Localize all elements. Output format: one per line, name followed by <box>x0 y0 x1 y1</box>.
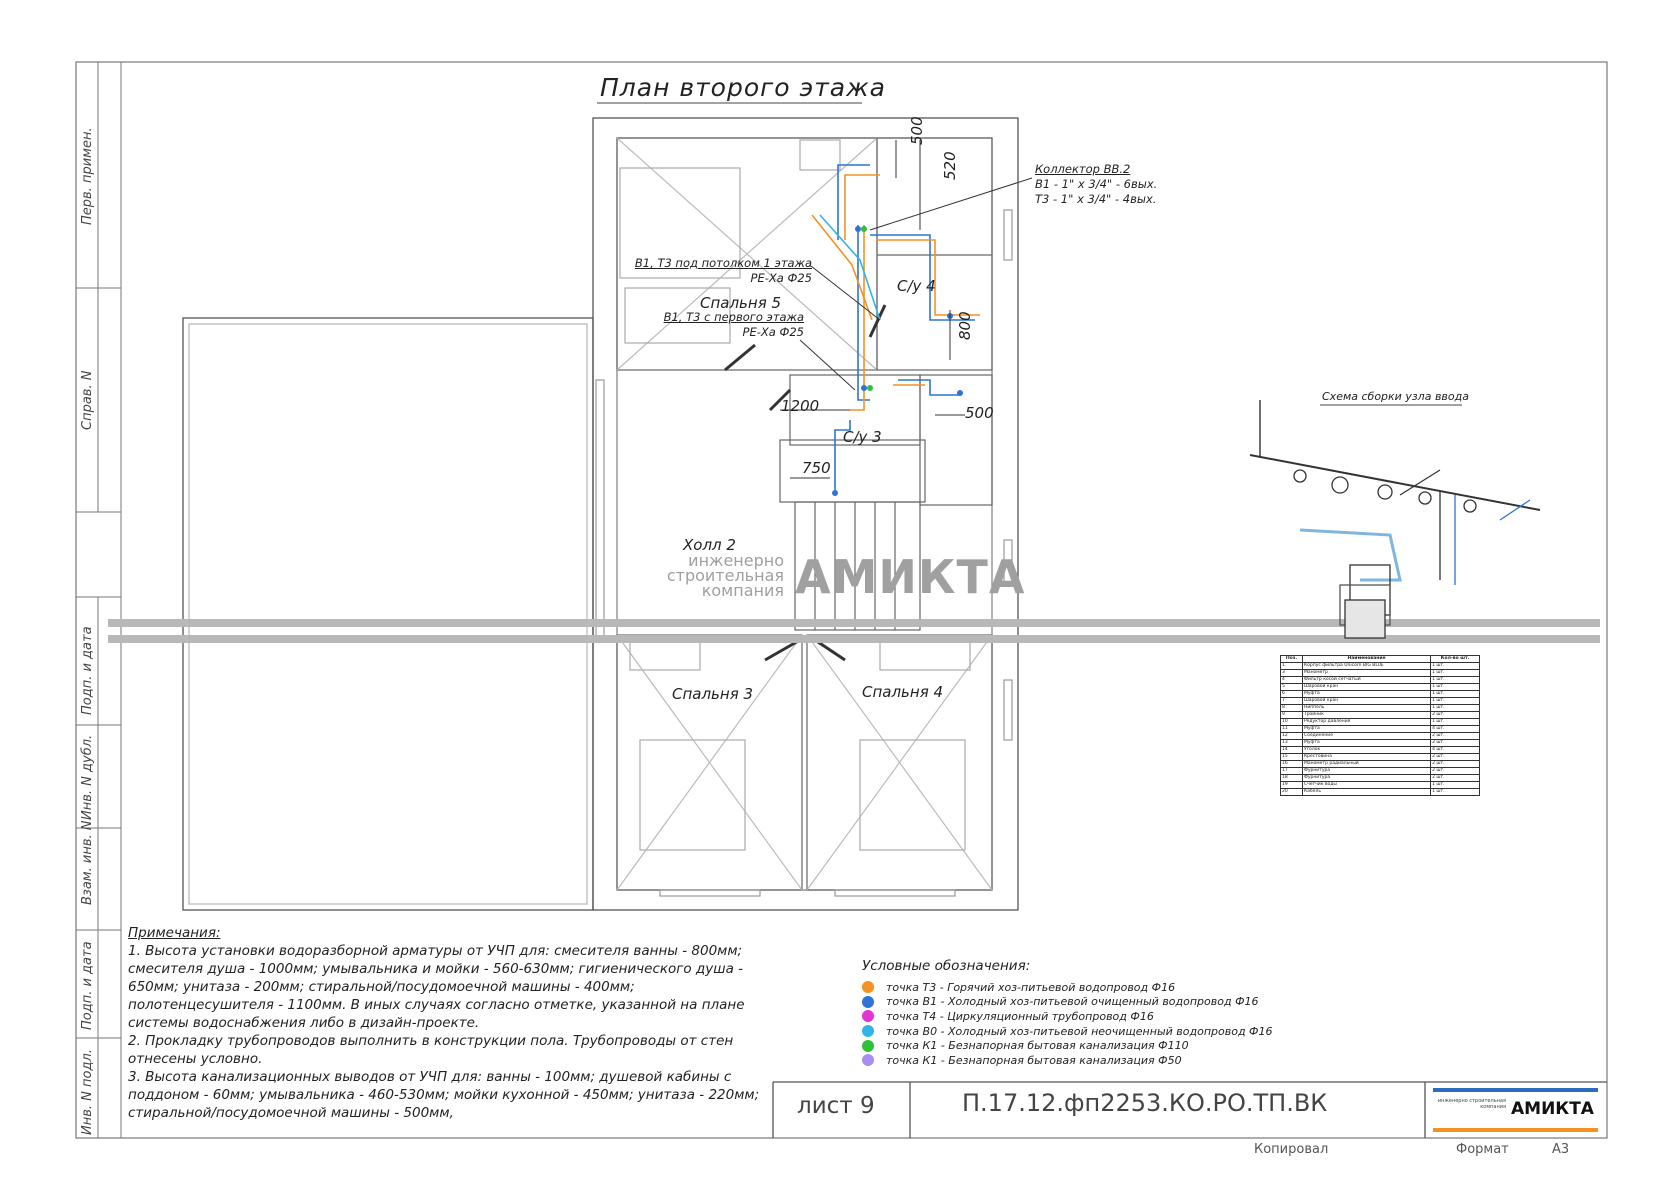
building-outline <box>183 118 1018 910</box>
bom-cell: 11 <box>1281 726 1303 733</box>
bom-cell: 16 <box>1281 761 1303 768</box>
bom-cell: 2 шт. <box>1431 768 1480 775</box>
collector-line-2: Т3 - 1" х 3/4" - 4вых. <box>1035 192 1157 206</box>
bom-cell: Манометр <box>1302 670 1430 677</box>
side-label-podp-data-2: Подп. и дата <box>80 941 95 1030</box>
bom-row <box>1281 663 1480 670</box>
room-label-bedroom5: Спальня 5 <box>700 294 782 312</box>
fixture-points <box>832 226 963 496</box>
bom-row <box>1281 726 1480 733</box>
stamp-logo-small: инженерно строительная компания <box>1437 1098 1506 1110</box>
bom-cell: 7 <box>1281 698 1303 705</box>
bom-cell: Соединение <box>1302 733 1430 740</box>
legend-dot-icon <box>862 1025 874 1037</box>
bom-cell: 10 <box>1281 719 1303 726</box>
dim-1200: 1200 <box>781 397 820 415</box>
note-3: 3. Высота канализационных выводов от УЧП для: ванны - 100мм; душевой кабины с поддоном - 60мм; умывальника - 460-530мм; мойки кухонной - 450мм; унитаза - 220мм; стиральной/посудомоечной машины - 500мм, <box>128 1069 760 1121</box>
bom-cell: 1 шт. <box>1431 663 1480 670</box>
bom-cell: 5 <box>1281 684 1303 691</box>
note-1b: смесителя душа - 1000мм; умывальника и мойки - 560-630мм; гигиенического душа - 650мм; унитаза - 200мм; стиральной/посудомоечной машины - 400мм; полотенцесушителя - 1100мм. В иных случаях согласно отметке, указанной на плане системы водоснабжения либо в дизайн-проекте. <box>128 961 745 1031</box>
bom-row <box>1281 775 1480 782</box>
bom-cell: 12 <box>1281 733 1303 740</box>
bom-row <box>1281 705 1480 712</box>
page-title: План второго этажа <box>600 73 886 102</box>
pipe-label-first-floor-line1: В1, Т3 с первого этажа <box>663 310 804 324</box>
bom-cell: Шаровой кран <box>1302 698 1430 705</box>
bom-row <box>1281 789 1480 796</box>
collector-line-1: В1 - 1" х 3/4" - 6вых. <box>1035 177 1158 191</box>
legend-item <box>862 1009 1273 1024</box>
interior-walls <box>596 138 1012 896</box>
side-label-podp-data-1: Подп. и дата <box>80 626 95 715</box>
legend-item <box>862 995 1273 1010</box>
bom-cell: 2 шт. <box>1431 761 1480 768</box>
scheme-title: Схема сборки узла ввода <box>1322 390 1469 403</box>
bom-cell: Фурнитура <box>1302 775 1430 782</box>
side-label-vzam-inv-n: Взам. инв. N <box>80 820 95 905</box>
legend-dot-icon <box>862 996 874 1008</box>
pipe-label-ceiling-line2: РЕ-Ха Ф25 <box>750 271 812 285</box>
bom-row <box>1281 670 1480 677</box>
stamp-logo-brand: АМИКТА <box>1511 1099 1594 1119</box>
bom-cell: Тройник <box>1302 712 1430 719</box>
bom-cell: 2 шт. <box>1431 712 1480 719</box>
legend-item-label: точка Т3 - Горячий хоз-питьевой водопровод Ф16 <box>886 980 1176 994</box>
bom-cell: 8 <box>1281 705 1303 712</box>
legend-item-label: точка К1 - Безнапорная бытовая канализация Ф110 <box>886 1039 1189 1053</box>
sheet-number: лист 9 <box>797 1093 875 1119</box>
legend-item <box>862 980 1273 995</box>
legend-dot-icon <box>862 981 874 993</box>
bom-table <box>1280 655 1480 796</box>
legend-item-label: точка К1 - Безнапорная бытовая канализация Ф50 <box>886 1053 1182 1067</box>
legend-dot-icon <box>862 1054 874 1066</box>
legend-item <box>862 1038 1273 1053</box>
inlet-assembly-schematic <box>1250 400 1540 638</box>
legend-title: Условные обозначения: <box>862 958 1031 974</box>
bom-cell: Муфта <box>1302 726 1430 733</box>
bom-header-pos: Поз. <box>1281 656 1303 663</box>
legend-dot-icon <box>862 1010 874 1022</box>
bom-cell: Фурнитура <box>1302 768 1430 775</box>
bom-row <box>1281 733 1480 740</box>
bom-cell: 1 шт. <box>1431 789 1480 796</box>
bom-row <box>1281 740 1480 747</box>
bom-cell: 1 шт. <box>1431 698 1480 705</box>
watermark-brand: АМИКТА <box>795 550 1026 604</box>
room-label-wc3: С/у 3 <box>843 428 882 446</box>
watermark-line2: строительная <box>666 566 784 585</box>
bom-header-name: Наименование <box>1302 656 1430 663</box>
bom-cell: 15 <box>1281 754 1303 761</box>
bom-cell: 1 шт. <box>1431 691 1480 698</box>
bom-cell: 14 <box>1281 747 1303 754</box>
watermark-line3: компания <box>701 581 784 600</box>
bom-cell: 1 шт. <box>1431 670 1480 677</box>
dim-500-top: 500 <box>908 116 926 145</box>
collector-label <box>1035 162 1157 207</box>
bom-cell: 2 шт. <box>1431 754 1480 761</box>
bom-cell: 1 <box>1281 663 1303 670</box>
bom-cell: Муфта <box>1302 740 1430 747</box>
bom-cell: Манометр радиальный <box>1302 761 1430 768</box>
bom-cell: Ниппель <box>1302 705 1430 712</box>
room-label-hall2: Холл 2 <box>683 536 736 554</box>
bom-cell: Корпус фильтра Unicorn BIG BLUE <box>1302 663 1430 670</box>
legend-dot-icon <box>862 1040 874 1052</box>
bom-row <box>1281 768 1480 775</box>
bom-cell: 2 шт. <box>1431 740 1480 747</box>
bom-cell: 4 <box>1281 677 1303 684</box>
watermark-line1: инженерно <box>688 551 784 570</box>
bom-header-row <box>1281 656 1480 663</box>
notes-heading: Примечания: <box>128 925 221 941</box>
side-label-perv-primen: Перв. примен. <box>80 127 95 225</box>
collector-title: Коллектор ВВ.2 <box>1035 162 1131 176</box>
bom-cell: Кабель <box>1302 789 1430 796</box>
side-label-inv-n-podl: Инв. N подл. <box>80 1049 95 1135</box>
bom-cell: 9 <box>1281 712 1303 719</box>
doors <box>725 305 885 660</box>
bom-cell: 4 шт. <box>1431 726 1480 733</box>
legend-item <box>862 1024 1273 1039</box>
legend-items <box>862 980 1273 1068</box>
bom-cell: 1 шт. <box>1431 705 1480 712</box>
legend-item <box>862 1053 1273 1068</box>
pipe-label-first-floor <box>640 310 804 340</box>
note-2: 2. Прокладку трубопроводов выполнить в конструкции пола. Трубопроводы от стен отнесены условно. <box>128 1033 734 1067</box>
bom-cell: 17 <box>1281 768 1303 775</box>
document-code: П.17.12.фп2253.КО.РО.ТП.ВК <box>962 1089 1328 1117</box>
bom-cell: 2 шт. <box>1431 775 1480 782</box>
legend-item-label: точка В0 - Холодный хоз-питьевой неочищенный водопровод Ф16 <box>886 1024 1273 1038</box>
dim-500-wc3: 500 <box>965 404 994 422</box>
bom-cell: 6 <box>1281 691 1303 698</box>
bom-row <box>1281 684 1480 691</box>
bom-row <box>1281 747 1480 754</box>
bom-cell: Фильтр косой сетчатый <box>1302 677 1430 684</box>
bom-row <box>1281 677 1480 684</box>
bom-row <box>1281 754 1480 761</box>
dim-750: 750 <box>802 459 831 477</box>
copied-label: Копировал <box>1254 1142 1329 1157</box>
format-label: Формат <box>1456 1142 1509 1157</box>
bom-cell: Счетчик воды <box>1302 782 1430 789</box>
bom-header-qty: Кол-во шт. <box>1431 656 1480 663</box>
bom-cell: 13 <box>1281 740 1303 747</box>
bom-cell: 1 шт. <box>1431 677 1480 684</box>
bom-cell: 1 шт. <box>1431 782 1480 789</box>
bom-row <box>1281 782 1480 789</box>
side-label-inv-n-dubl: Инв. N дубл. <box>80 734 95 820</box>
legend-item-label: точка Т4 - Циркуляционный трубопровод Ф16 <box>886 1009 1154 1023</box>
dim-520: 520 <box>941 151 959 180</box>
pipe-label-ceiling <box>628 256 812 286</box>
bom-cell: Шаровой кран <box>1302 684 1430 691</box>
bom-row <box>1281 698 1480 705</box>
notes-block <box>128 924 768 1122</box>
legend <box>862 958 1273 1068</box>
bom-cell: Муфта <box>1302 691 1430 698</box>
bom-row <box>1281 691 1480 698</box>
room-label-wc4: С/у 4 <box>897 277 936 295</box>
bom-cell: 2 шт. <box>1431 733 1480 740</box>
bom-cell: Редуктор давления <box>1302 719 1430 726</box>
format-value: А3 <box>1552 1142 1570 1157</box>
bom-cell: 1 шт. <box>1431 684 1480 691</box>
room-label-bedroom4: Спальня 4 <box>862 683 944 701</box>
bom-cell: 18 <box>1281 775 1303 782</box>
bom-cell: 19 <box>1281 782 1303 789</box>
note-1: 1. Высота установки водоразборной арматуры от УЧП для: смесителя ванны - 800мм; <box>128 943 743 959</box>
room-label-bedroom3: Спальня 3 <box>672 685 754 703</box>
dim-800: 800 <box>956 311 974 340</box>
bom-body <box>1281 663 1480 796</box>
bom-cell: 3 <box>1281 670 1303 677</box>
legend-item-label: точка В1 - Холодный хоз-питьевой очищенный водопровод Ф16 <box>886 995 1259 1009</box>
watermark-text <box>650 553 784 598</box>
bom-row <box>1281 712 1480 719</box>
bom-cell: Уголок <box>1302 747 1430 754</box>
bom-cell: 4 шт. <box>1431 747 1480 754</box>
bom-cell: 20 <box>1281 789 1303 796</box>
bom-row <box>1281 761 1480 768</box>
pipe-label-first-floor-line2: РЕ-Ха Ф25 <box>742 325 804 339</box>
side-label-sprav-n: Справ. N <box>80 370 95 430</box>
pipe-label-ceiling-line1: В1, Т3 под потолком 1 этажа <box>634 256 812 270</box>
bom-row <box>1281 719 1480 726</box>
bom-cell: Крестовина <box>1302 754 1430 761</box>
bom-cell: 1 шт. <box>1431 719 1480 726</box>
